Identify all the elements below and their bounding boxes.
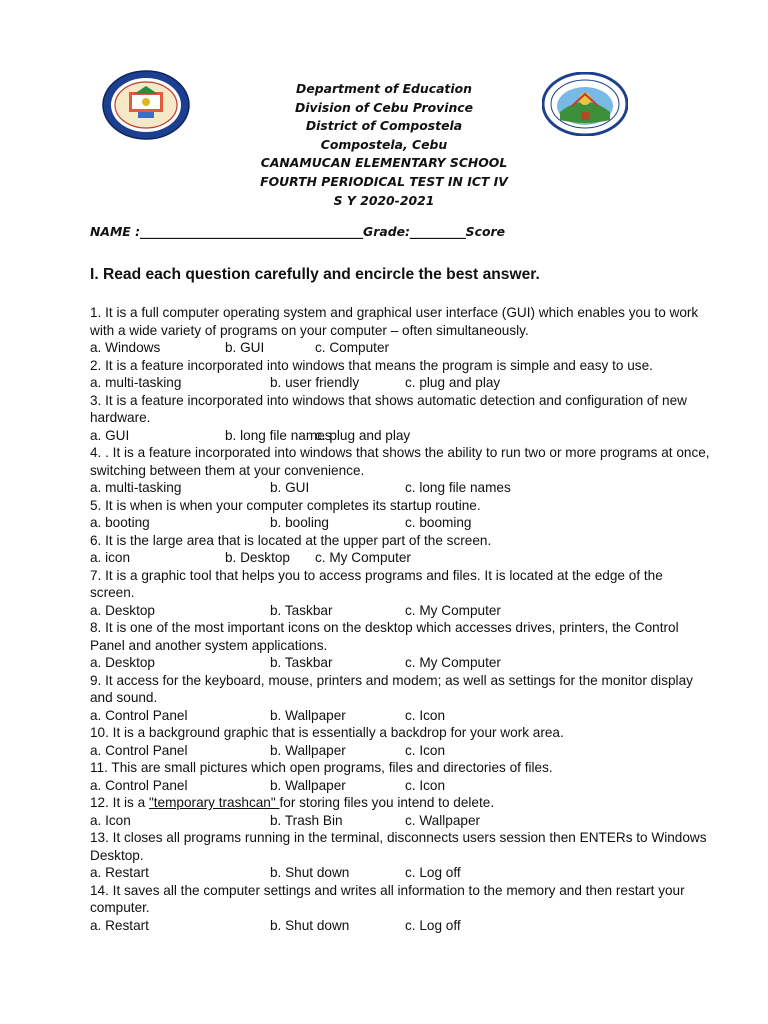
answer-option-b[interactable]: b. Shut down: [270, 865, 350, 880]
answer-option-c[interactable]: c. Log off: [405, 917, 461, 933]
header-line: Division of Cebu Province: [294, 99, 474, 115]
answer-option-a[interactable]: a. Control Panel: [90, 707, 188, 723]
answer-option-b[interactable]: b. Shut down: [270, 917, 350, 933]
answer-option-c[interactable]: c. My Computer: [315, 550, 411, 565]
question-item: [90, 882, 710, 935]
answer-option-c[interactable]: c. My Computer: [405, 655, 501, 670]
question-text: 5. It is when is when your computer completes its startup routine.: [90, 497, 481, 513]
answer-option-b[interactable]: b. long file names: [225, 427, 332, 443]
answer-option-a[interactable]: a. booting: [90, 515, 150, 530]
answer-option-a[interactable]: a. Desktop: [90, 602, 155, 618]
answer-option-a[interactable]: a. Restart: [90, 917, 149, 933]
answer-option-b[interactable]: b. Taskbar: [270, 655, 333, 670]
answer-options: [90, 602, 710, 620]
header-line: FOURTH PERIODICAL TEST IN ICT IV: [260, 173, 508, 189]
answer-option-c[interactable]: c. plug and play: [405, 375, 501, 390]
header-line: CANAMUCAN ELEMENTARY SCHOOL: [260, 155, 508, 171]
question-item: [90, 304, 710, 357]
answer-option-b[interactable]: b. Wallpaper: [270, 742, 346, 758]
answer-option-a[interactable]: a. multi-tasking: [90, 480, 182, 495]
answer-option-a[interactable]: a. Control Panel: [90, 742, 188, 758]
answer-option-b[interactable]: b. booling: [270, 515, 329, 530]
question-text: 4. . It is a feature incorporated into windows that shows the ability to run two or more programs at once, switching between them at your convenience.: [90, 445, 710, 478]
question-text: 14. It saves all the computer settings and writes all information to the memory and then restart your computer.: [90, 882, 685, 915]
answer-option-a[interactable]: a. Control Panel: [90, 777, 188, 793]
answer-option-a[interactable]: a. Restart: [90, 865, 149, 880]
section-title: I. Read each question carefully and encircle the best answer.: [90, 266, 540, 283]
answer-option-c[interactable]: c. Icon: [405, 707, 446, 723]
answer-option-b[interactable]: b. Taskbar: [270, 602, 333, 618]
answer-option-a[interactable]: a. Windows: [90, 340, 161, 355]
answer-option-c[interactable]: c. My Computer: [405, 602, 501, 618]
answer-options: [90, 917, 710, 935]
answer-option-c[interactable]: c. Wallpaper: [405, 812, 481, 828]
question-text: 3. It is a feature incorporated into windows that shows automatic detection and configuration of new hardware.: [90, 392, 687, 425]
question-text: [90, 794, 710, 812]
answer-option-a[interactable]: a. Icon: [90, 812, 131, 828]
answer-options: [90, 427, 710, 445]
question-text-part: 12. It is a: [90, 795, 149, 810]
answer-option-c[interactable]: c. Computer: [315, 340, 390, 355]
underlined-term: "temporary trashcan": [148, 795, 280, 810]
question-text: 11. This are small pictures which open programs, files and directories of files.: [90, 760, 553, 775]
answer-option-b[interactable]: b. GUI: [270, 480, 310, 495]
question-item: [90, 497, 710, 532]
question-item: [90, 759, 710, 794]
answer-option-a[interactable]: a. icon: [90, 550, 131, 565]
answer-options: [90, 742, 710, 760]
question-item: [90, 532, 710, 567]
question-text: 13. It closes all programs running in the terminal, disconnects users session then ENTERs to Windows Desktop.: [90, 830, 707, 863]
answer-option-b[interactable]: b. Trash Bin: [270, 812, 343, 828]
answer-options: [90, 707, 710, 725]
answer-options: [90, 514, 710, 532]
question-text: 10. It is a background graphic that is essentially a backdrop for your work area.: [90, 725, 564, 740]
question-text: 2. It is a feature incorporated into windows that means the program is simple and easy to use.: [90, 357, 653, 373]
answer-options: [90, 479, 710, 497]
header-line: S Y 2020-2021: [333, 192, 435, 208]
answer-options: [90, 654, 710, 672]
answer-option-b[interactable]: b. GUI: [225, 340, 265, 355]
answer-options: [90, 777, 710, 795]
answer-options: [90, 864, 710, 882]
question-item: [90, 357, 710, 392]
name-grade-score-line: NAME :____________________________________Grade:_________Score: [90, 224, 505, 239]
answer-option-c[interactable]: c. long file names: [405, 480, 511, 495]
answer-options: [90, 549, 710, 567]
answer-option-a[interactable]: a. multi-tasking: [90, 375, 182, 390]
question-item: [90, 794, 710, 829]
answer-option-c[interactable]: c. Icon: [405, 777, 446, 793]
question-item: [90, 672, 710, 725]
answer-option-c[interactable]: c. Icon: [405, 742, 446, 758]
question-text: 7. It is a graphic tool that helps you to access programs and files. It is located at the edge of the screen.: [90, 567, 663, 600]
answer-options: [90, 339, 710, 357]
question-item: [90, 724, 710, 759]
question-item: [90, 619, 710, 672]
answer-option-c[interactable]: c. Log off: [405, 865, 461, 880]
answer-options: [90, 374, 710, 392]
question-text-part: for storing files you intend to delete.: [279, 795, 495, 810]
document-header: [0, 80, 768, 210]
answer-options: [90, 812, 710, 830]
question-item: [90, 392, 710, 445]
question-text: 6. It is the large area that is located at the upper part of the screen.: [90, 532, 492, 548]
answer-option-b[interactable]: b. Wallpaper: [270, 707, 346, 723]
question-text: 8. It is one of the most important icons on the desktop which accesses drives, printers, the Control Panel and another system applications.: [90, 620, 679, 653]
answer-option-a[interactable]: a. Desktop: [90, 655, 155, 670]
question-item: [90, 444, 710, 497]
answer-option-b[interactable]: b. user friendly: [270, 375, 360, 390]
header-line: Department of Education: [296, 81, 472, 96]
answer-option-c[interactable]: c. plug and play: [315, 427, 411, 443]
question-text: 1. It is a full computer operating system and graphical user interface (GUI) which enables you to work with a wide variety of programs on your computer – often simultaneously.: [90, 305, 699, 338]
answer-option-b[interactable]: b. Desktop: [225, 550, 290, 565]
answer-option-b[interactable]: b. Wallpaper: [270, 777, 346, 793]
question-item: [90, 829, 710, 882]
header-line: Compostela, Cebu: [320, 136, 448, 152]
answer-option-a[interactable]: a. GUI: [90, 427, 130, 443]
answer-option-c[interactable]: c. booming: [405, 515, 472, 530]
question-text: 9. It access for the keyboard, mouse, printers and modem; as well as settings for the monitor display and sound.: [90, 672, 693, 705]
header-line: District of Compostela: [305, 118, 463, 134]
question-list: [90, 304, 710, 934]
question-item: [90, 567, 710, 620]
